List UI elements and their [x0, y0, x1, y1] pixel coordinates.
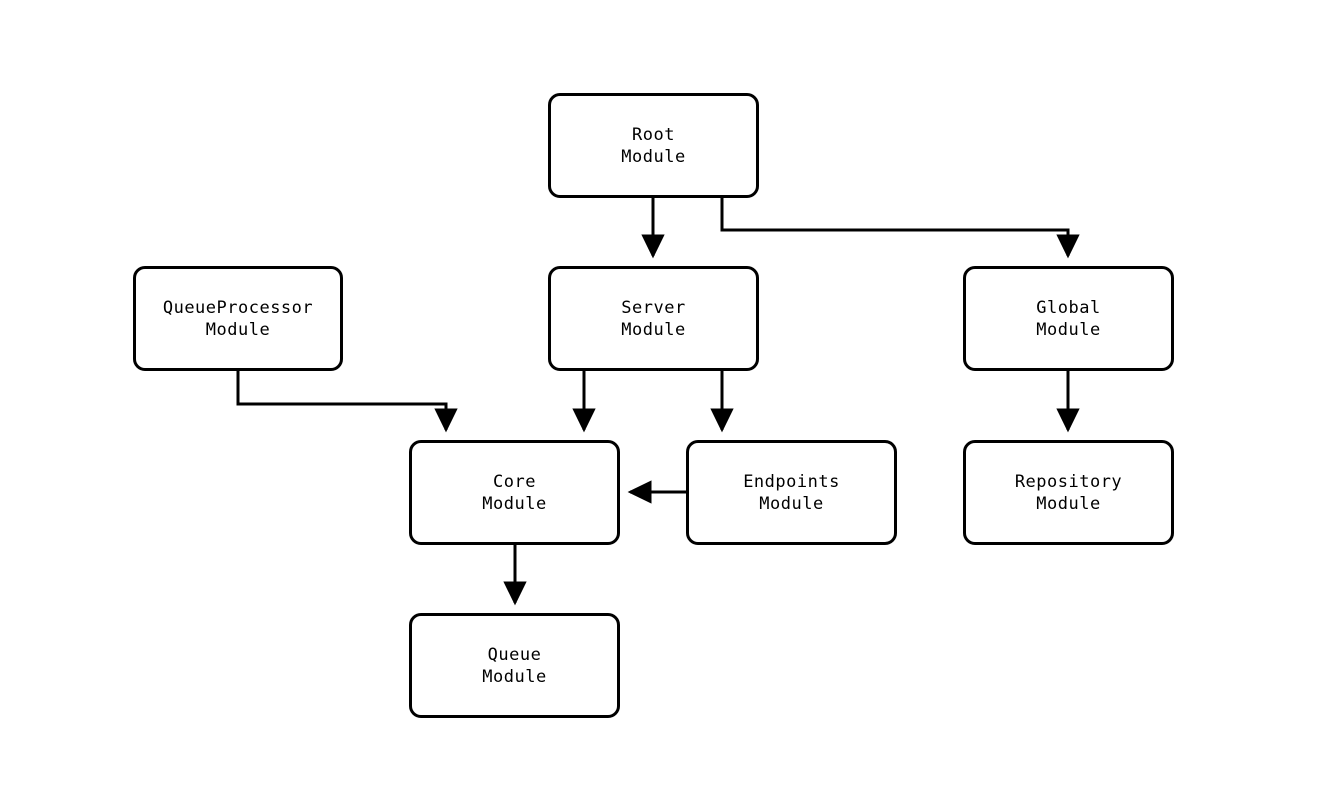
edge-queueprocessor-to-core: [238, 371, 446, 430]
node-label-secondary: Module: [482, 666, 547, 687]
node-repository-module[interactable]: [963, 440, 1174, 545]
edge-root-to-global: [722, 198, 1068, 256]
node-label-primary: Server: [621, 297, 686, 318]
node-label-primary: Core: [493, 471, 536, 492]
node-endpoints-module[interactable]: [686, 440, 897, 545]
node-label-secondary: Module: [205, 319, 271, 340]
node-label-primary: Queue: [487, 644, 542, 665]
node-label-secondary: Module: [621, 319, 686, 340]
node-label-primary: Endpoints: [743, 471, 840, 492]
node-global-module[interactable]: [963, 266, 1174, 371]
node-label-secondary: Module: [621, 146, 686, 167]
node-core-module[interactable]: [409, 440, 620, 545]
node-label-primary: Root: [632, 124, 675, 145]
node-label-primary: Global: [1036, 297, 1101, 318]
node-label-secondary: Module: [482, 493, 547, 514]
node-queueprocessor-module[interactable]: [133, 266, 343, 371]
node-root-module[interactable]: [548, 93, 759, 198]
node-label-primary: Repository: [1014, 471, 1123, 492]
node-label-secondary: Module: [1036, 319, 1101, 340]
node-server-module[interactable]: [548, 266, 759, 371]
node-label-secondary: Module: [759, 493, 824, 514]
node-queue-module[interactable]: [409, 613, 620, 718]
node-label-secondary: Module: [1036, 493, 1101, 514]
node-label-primary: QueueProcessor: [162, 297, 314, 318]
